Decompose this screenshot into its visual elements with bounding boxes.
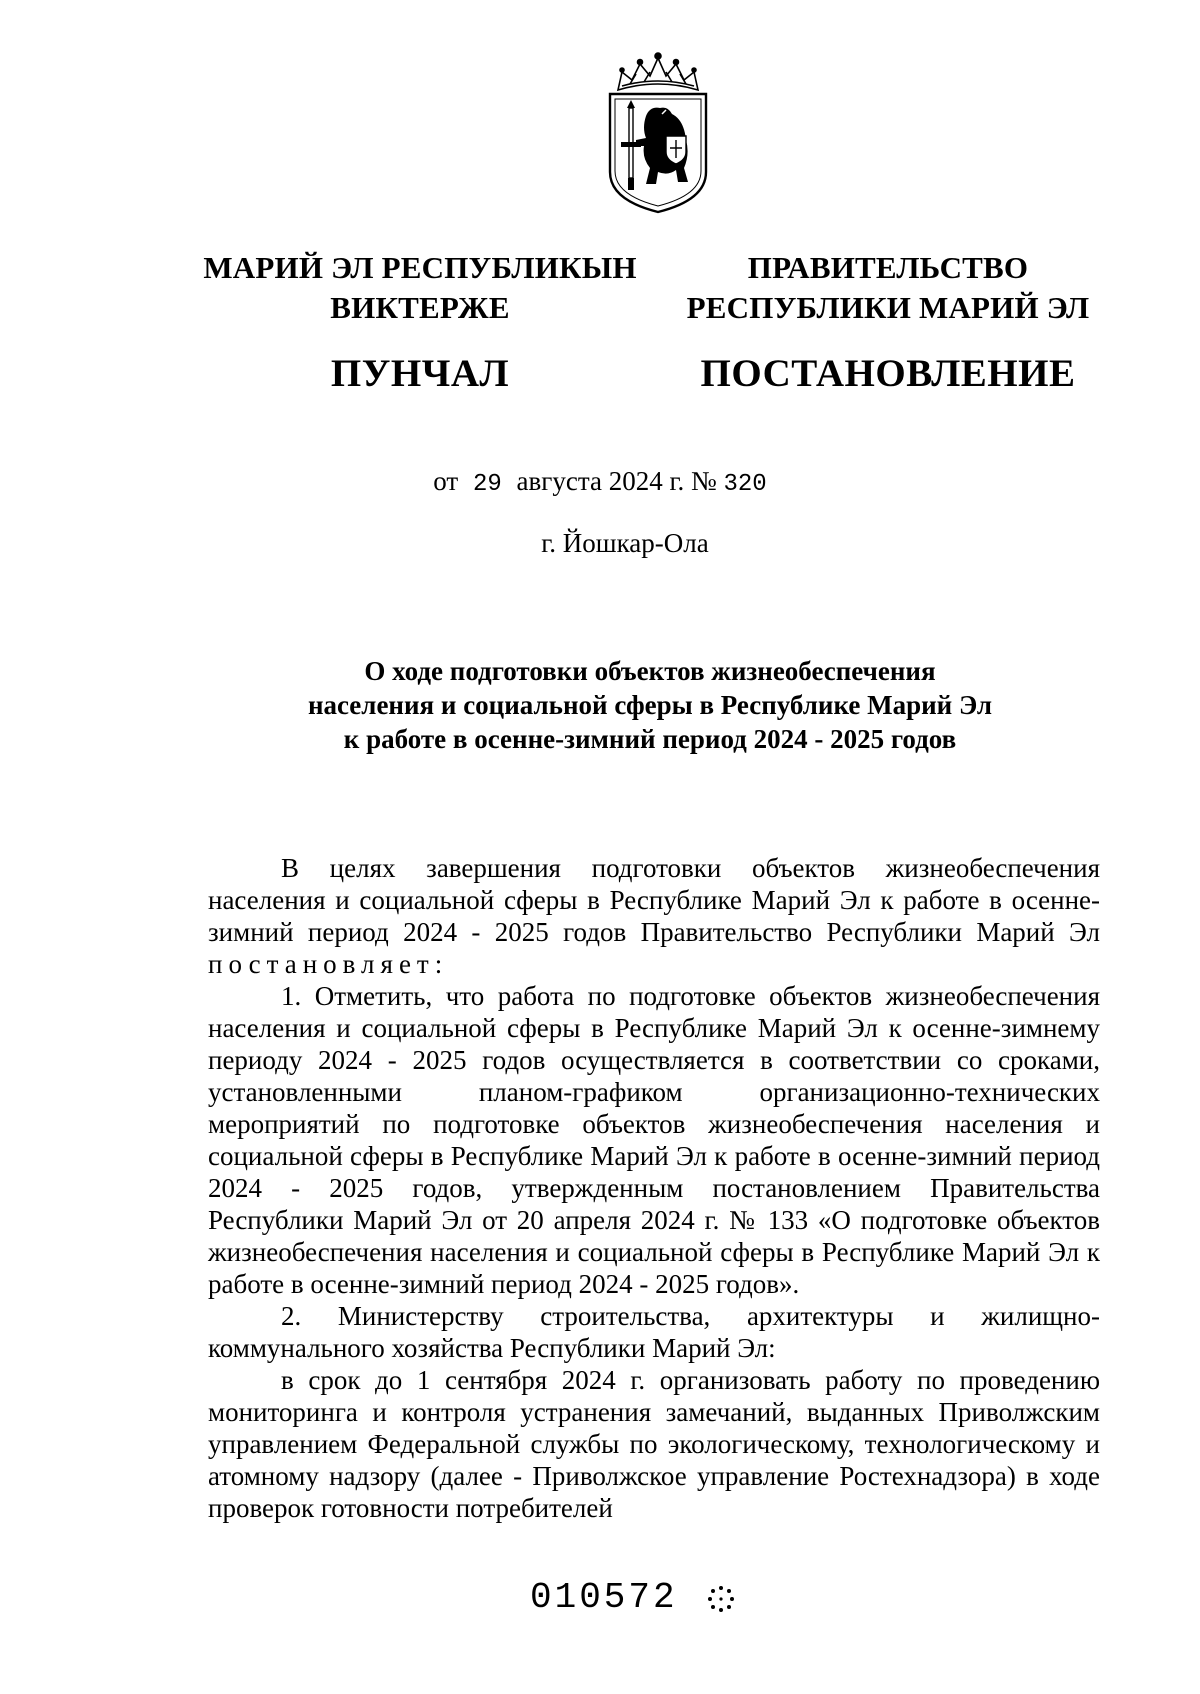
coat-of-arms-mari-el-icon	[596, 50, 720, 216]
date-prefix: от	[433, 466, 459, 496]
document-body	[208, 852, 1100, 1524]
header-right-doc-type: ПОСТАНОВЛЕНИЕ	[700, 352, 1076, 395]
header-left-block	[180, 248, 660, 398]
asterisk-mark-icon	[706, 1584, 736, 1614]
header-left-line1: МАРИЙ ЭЛ РЕСПУБЛИКЫН	[203, 250, 637, 285]
header-right-line1: ПРАВИТЕЛЬСТВО	[747, 250, 1029, 285]
item-1-paragraph: 1. Отметить, что работа по подготовке объектов жизнеобеспечения населения и социальной сферы в Республике Марий Эл к осенне-зимнему периоду 2024 - 2025 годов осуществляется в соответствии со сроками, установленными планом-графиком организационно-технических мероприятий по подготовке объектов жизнеобеспечения населения и социальной сферы в Республике Марий Эл к работе в осенне-зимний период 2024 - 2025 годов, утвержденным постановлением Правительства Республики Марий Эл от 20 апреля 2024 г. № 133 «О подготовке объектов жизнеобеспечения населения и социальной сферы в Республике Марий Эл к работе в осенне-зимний период 2024 - 2025 годов».	[208, 981, 1100, 1299]
item-2-paragraph: 2. Министерству строительства, архитектуры и жилищно-коммунального хозяйства Республики Марий Эл:	[208, 1301, 1100, 1363]
header-left-line2: ВИКТЕРЖЕ	[330, 290, 510, 325]
city-line: г. Йошкар-Ола	[541, 528, 709, 558]
intro-paragraph	[208, 852, 1100, 980]
document-title	[240, 654, 1060, 756]
title-line3: к работе в осенне-зимний период 2024 - 2025 годов	[343, 724, 957, 754]
title-line1: О ходе подготовки объектов жизнеобеспечения	[364, 656, 936, 686]
resolves-colon: :	[434, 949, 443, 979]
date-month-year: августа 2024 г. №	[516, 466, 717, 496]
date-day: 29	[472, 471, 502, 498]
title-line2: населения и социальной сферы в Республике Марий Эл	[307, 690, 993, 720]
serial-number: 010572	[530, 1577, 678, 1618]
document-number: 320	[723, 471, 767, 498]
resolves-word: постановляет	[208, 949, 435, 979]
header-right-line2: РЕСПУБЛИКИ МАРИЙ ЭЛ	[686, 290, 1090, 325]
date-line	[0, 464, 1200, 502]
header-left-doc-type: ПУНЧАЛ	[330, 352, 510, 395]
item-2-text-paragraph: в срок до 1 сентября 2024 г. организовать работу по проведению мониторинга и контроля устранения замечаний, выданных Приволжским управлением Федеральной службы по экологическому, технологическому и атомному надзору (далее - Приволжское управление Ростехнадзора) в ходе проверок готовности потребителей	[208, 1365, 1100, 1523]
intro-text: В целях завершения подготовки объектов жизнеобеспечения населения и социальной сферы в Республике Марий Эл к работе в осенне-зимний период 2024 - 2025 годов Правительство Республики Марий Эл	[208, 853, 1100, 947]
header-right-block	[672, 248, 1104, 398]
